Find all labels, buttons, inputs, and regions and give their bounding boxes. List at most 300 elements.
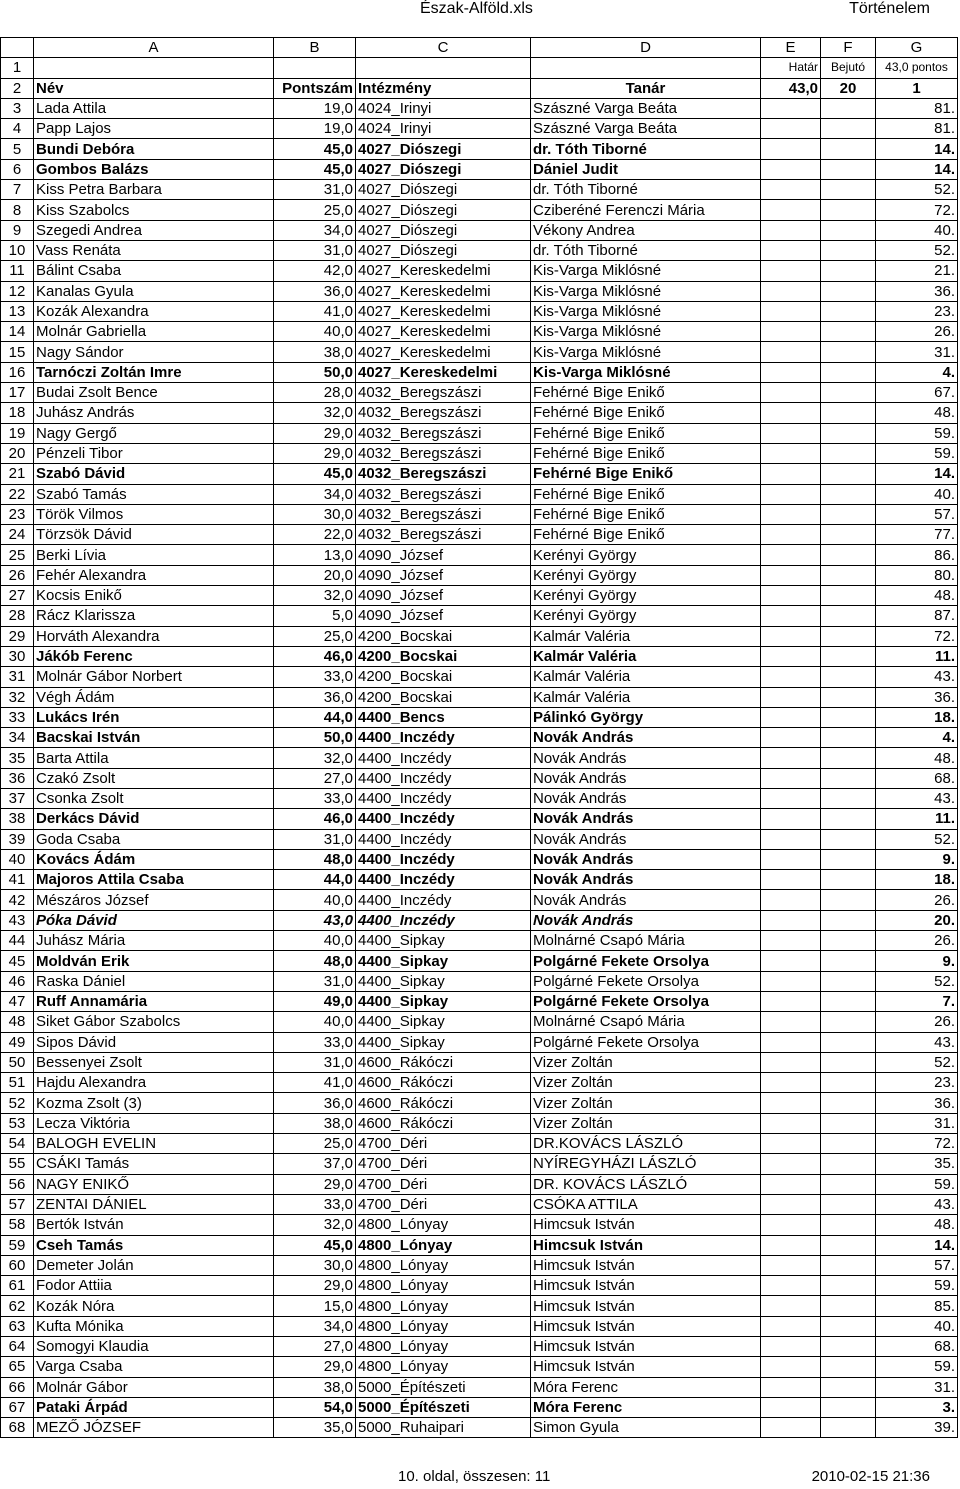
institution: 4400_Inczédy bbox=[356, 748, 531, 768]
institution: 4400_Inczédy bbox=[356, 910, 531, 930]
institution: 4400_Inczédy bbox=[356, 788, 531, 808]
score: 19,0 bbox=[274, 98, 356, 118]
cell-f bbox=[821, 1418, 876, 1438]
table-row bbox=[1, 931, 958, 951]
table-row bbox=[1, 1316, 958, 1336]
teacher: Szászné Varga Beáta bbox=[531, 98, 761, 118]
row-number: 34 bbox=[1, 728, 34, 748]
student-name: Papp Lajos bbox=[34, 119, 274, 139]
student-name: Kozma Zsolt (3) bbox=[34, 1093, 274, 1113]
cell-e bbox=[761, 1032, 821, 1052]
row-number: 1 bbox=[1, 58, 34, 78]
student-name: Kozák Nóra bbox=[34, 1296, 274, 1316]
rank: 59. bbox=[876, 1357, 958, 1377]
score: 36,0 bbox=[274, 281, 356, 301]
cell-e bbox=[761, 443, 821, 463]
score: 29,0 bbox=[274, 423, 356, 443]
teacher: Móra Ferenc bbox=[531, 1397, 761, 1417]
institution: 4700_Déri bbox=[356, 1134, 531, 1154]
row-number: 55 bbox=[1, 1154, 34, 1174]
hatar-label: Határ bbox=[761, 58, 821, 78]
row-number: 13 bbox=[1, 301, 34, 321]
institution: 4027_Kereskedelmi bbox=[356, 322, 531, 342]
score: 44,0 bbox=[274, 707, 356, 727]
institution: 4700_Déri bbox=[356, 1194, 531, 1214]
teacher: Vizer Zoltán bbox=[531, 1093, 761, 1113]
row-number: 14 bbox=[1, 322, 34, 342]
table-row bbox=[1, 1337, 958, 1357]
teacher: Vizer Zoltán bbox=[531, 1052, 761, 1072]
row-number: 18 bbox=[1, 403, 34, 423]
teacher: DR. KOVÁCS LÁSZLÓ bbox=[531, 1174, 761, 1194]
score: 31,0 bbox=[274, 1052, 356, 1072]
teacher: Kis-Varga Miklósné bbox=[531, 322, 761, 342]
table-row bbox=[1, 646, 958, 666]
cell-e bbox=[761, 788, 821, 808]
student-name: ZENTAI DÁNIEL bbox=[34, 1194, 274, 1214]
institution: 4600_Rákóczi bbox=[356, 1052, 531, 1072]
row-number: 30 bbox=[1, 646, 34, 666]
row-number: 49 bbox=[1, 1032, 34, 1052]
score: 27,0 bbox=[274, 1337, 356, 1357]
rank: 43. bbox=[876, 788, 958, 808]
student-name: Barta Attila bbox=[34, 748, 274, 768]
row-number: 44 bbox=[1, 931, 34, 951]
rank: 52. bbox=[876, 240, 958, 260]
institution: 4024_Irinyi bbox=[356, 119, 531, 139]
rank: 14. bbox=[876, 464, 958, 484]
institution: 4800_Lónyay bbox=[356, 1235, 531, 1255]
cell bbox=[356, 58, 531, 78]
cell-f bbox=[821, 1296, 876, 1316]
rank: 9. bbox=[876, 849, 958, 869]
row-number: 46 bbox=[1, 971, 34, 991]
row-number: 3 bbox=[1, 98, 34, 118]
table-row bbox=[1, 606, 958, 626]
teacher: DR.KOVÁCS LÁSZLÓ bbox=[531, 1134, 761, 1154]
row-number: 39 bbox=[1, 829, 34, 849]
cell-f bbox=[821, 383, 876, 403]
cell-e bbox=[761, 687, 821, 707]
institution: 4200_Bocskai bbox=[356, 626, 531, 646]
rank: 68. bbox=[876, 768, 958, 788]
score: 28,0 bbox=[274, 383, 356, 403]
student-name: Demeter Jolán bbox=[34, 1255, 274, 1275]
score: 29,0 bbox=[274, 1357, 356, 1377]
rank: 36. bbox=[876, 281, 958, 301]
student-name: Majoros Attila Csaba bbox=[34, 870, 274, 890]
cell-e bbox=[761, 910, 821, 930]
table-row bbox=[1, 910, 958, 930]
teacher: Cziberéné Ferenczi Mária bbox=[531, 200, 761, 220]
institution: 4090_József bbox=[356, 586, 531, 606]
row-number: 58 bbox=[1, 1215, 34, 1235]
institution: 4400_Sipkay bbox=[356, 991, 531, 1011]
score: 44,0 bbox=[274, 870, 356, 890]
score: 30,0 bbox=[274, 1255, 356, 1275]
cell-e bbox=[761, 484, 821, 504]
rank: 59. bbox=[876, 443, 958, 463]
score: 29,0 bbox=[274, 443, 356, 463]
table-row bbox=[1, 748, 958, 768]
student-name: Derkács Dávid bbox=[34, 809, 274, 829]
rank: 72. bbox=[876, 626, 958, 646]
cell-e bbox=[761, 1073, 821, 1093]
cell-f bbox=[821, 362, 876, 382]
table-row bbox=[1, 1154, 958, 1174]
row-number: 53 bbox=[1, 1113, 34, 1133]
score: 49,0 bbox=[274, 991, 356, 1011]
table-row bbox=[1, 545, 958, 565]
student-name: MEZŐ JÓZSEF bbox=[34, 1418, 274, 1438]
rank: 31. bbox=[876, 1113, 958, 1133]
row-number: 42 bbox=[1, 890, 34, 910]
teacher: Kerényi György bbox=[531, 565, 761, 585]
cell-e bbox=[761, 362, 821, 382]
institution: 4800_Lónyay bbox=[356, 1296, 531, 1316]
teacher: Simon Gyula bbox=[531, 1418, 761, 1438]
cell-f bbox=[821, 1134, 876, 1154]
cell-f bbox=[821, 1316, 876, 1336]
row-number: 27 bbox=[1, 586, 34, 606]
institution: 4027_Kereskedelmi bbox=[356, 362, 531, 382]
score: 30,0 bbox=[274, 504, 356, 524]
rank: 20. bbox=[876, 910, 958, 930]
cell-f bbox=[821, 1174, 876, 1194]
row-number: 7 bbox=[1, 180, 34, 200]
institution: 4600_Rákóczi bbox=[356, 1093, 531, 1113]
cell-e bbox=[761, 159, 821, 179]
student-name: Nagy Gergő bbox=[34, 423, 274, 443]
student-name: Somogyi Klaudia bbox=[34, 1337, 274, 1357]
cell-f bbox=[821, 322, 876, 342]
page-indicator: 10. oldal, összesen: 11 bbox=[398, 1468, 551, 1485]
table-row bbox=[1, 139, 958, 159]
institution: 4200_Bocskai bbox=[356, 646, 531, 666]
teacher: Himcsuk István bbox=[531, 1316, 761, 1336]
score: 32,0 bbox=[274, 403, 356, 423]
teacher: Novák András bbox=[531, 788, 761, 808]
teacher: Polgárné Fekete Orsolya bbox=[531, 971, 761, 991]
institution: 4090_József bbox=[356, 606, 531, 626]
student-name: Lada Attila bbox=[34, 98, 274, 118]
row-number: 12 bbox=[1, 281, 34, 301]
score: 45,0 bbox=[274, 464, 356, 484]
cell-f bbox=[821, 443, 876, 463]
institution: 4027_Diószegi bbox=[356, 240, 531, 260]
cell bbox=[274, 58, 356, 78]
table-row bbox=[1, 788, 958, 808]
col-letter: A bbox=[34, 38, 274, 58]
score: 40,0 bbox=[274, 1012, 356, 1032]
table-row bbox=[1, 1174, 958, 1194]
cell-e bbox=[761, 240, 821, 260]
teacher: Novák András bbox=[531, 870, 761, 890]
institution: 4032_Beregszászi bbox=[356, 504, 531, 524]
cell-e bbox=[761, 646, 821, 666]
cell-e bbox=[761, 748, 821, 768]
institution: 4200_Bocskai bbox=[356, 687, 531, 707]
cell-e bbox=[761, 139, 821, 159]
cell-f bbox=[821, 809, 876, 829]
teacher: Pálinkó György bbox=[531, 707, 761, 727]
score: 34,0 bbox=[274, 484, 356, 504]
table-row bbox=[1, 870, 958, 890]
cell-f bbox=[821, 504, 876, 524]
cell-f bbox=[821, 667, 876, 687]
institution: 4700_Déri bbox=[356, 1174, 531, 1194]
score: 31,0 bbox=[274, 240, 356, 260]
row-number: 40 bbox=[1, 849, 34, 869]
cell-f bbox=[821, 1215, 876, 1235]
cell-f bbox=[821, 1052, 876, 1072]
print-datetime: 2010-02-15 21:36 bbox=[811, 1468, 930, 1485]
score: 36,0 bbox=[274, 1093, 356, 1113]
row-number: 63 bbox=[1, 1316, 34, 1336]
table-row bbox=[1, 1194, 958, 1214]
row-number: 11 bbox=[1, 261, 34, 281]
rank: 40. bbox=[876, 220, 958, 240]
cell-e bbox=[761, 342, 821, 362]
teacher: Móra Ferenc bbox=[531, 1377, 761, 1397]
table-row bbox=[1, 687, 958, 707]
score: 36,0 bbox=[274, 687, 356, 707]
cell-f bbox=[821, 991, 876, 1011]
cell-e bbox=[761, 403, 821, 423]
cell-e bbox=[761, 606, 821, 626]
cell-f bbox=[821, 849, 876, 869]
teacher: Kalmár Valéria bbox=[531, 626, 761, 646]
institution: 4027_Diószegi bbox=[356, 200, 531, 220]
cell-f bbox=[821, 586, 876, 606]
score: 35,0 bbox=[274, 1418, 356, 1438]
table-row bbox=[1, 443, 958, 463]
institution: 4400_Sipkay bbox=[356, 951, 531, 971]
student-name: Mészáros József bbox=[34, 890, 274, 910]
student-name: Varga Csaba bbox=[34, 1357, 274, 1377]
row-number: 51 bbox=[1, 1073, 34, 1093]
institution: 4200_Bocskai bbox=[356, 667, 531, 687]
table-row bbox=[1, 971, 958, 991]
cell-e bbox=[761, 200, 821, 220]
table-row bbox=[1, 281, 958, 301]
score: 32,0 bbox=[274, 748, 356, 768]
table-row bbox=[1, 220, 958, 240]
rank: 48. bbox=[876, 403, 958, 423]
score: 22,0 bbox=[274, 525, 356, 545]
table-row bbox=[1, 159, 958, 179]
teacher: Kis-Varga Miklósné bbox=[531, 301, 761, 321]
teacher: CSÓKA ATTILA bbox=[531, 1194, 761, 1214]
table-row bbox=[1, 322, 958, 342]
row-number: 35 bbox=[1, 748, 34, 768]
row-number: 33 bbox=[1, 707, 34, 727]
teacher: Fehérné Bige Enikő bbox=[531, 443, 761, 463]
row-number: 6 bbox=[1, 159, 34, 179]
institution: 4032_Beregszászi bbox=[356, 383, 531, 403]
student-name: Kufta Mónika bbox=[34, 1316, 274, 1336]
cell-e bbox=[761, 1418, 821, 1438]
cell-f bbox=[821, 200, 876, 220]
cell-f bbox=[821, 931, 876, 951]
student-name: Kiss Szabolcs bbox=[34, 200, 274, 220]
rank: 52. bbox=[876, 180, 958, 200]
teacher: Szászné Varga Beáta bbox=[531, 119, 761, 139]
institution: 4090_József bbox=[356, 545, 531, 565]
cell-f bbox=[821, 829, 876, 849]
table-row bbox=[1, 1296, 958, 1316]
table-row bbox=[1, 565, 958, 585]
institution: 4400_Inczédy bbox=[356, 768, 531, 788]
rank: 4. bbox=[876, 362, 958, 382]
cell-e bbox=[761, 991, 821, 1011]
score: 15,0 bbox=[274, 1296, 356, 1316]
cell-e bbox=[761, 1113, 821, 1133]
rank: 52. bbox=[876, 971, 958, 991]
teacher: Kis-Varga Miklósné bbox=[531, 362, 761, 382]
institution: 4400_Sipkay bbox=[356, 1012, 531, 1032]
row-number: 68 bbox=[1, 1418, 34, 1438]
score: 20,0 bbox=[274, 565, 356, 585]
student-name: Lecza Viktória bbox=[34, 1113, 274, 1133]
cell-f bbox=[821, 870, 876, 890]
student-name: Horváth Alexandra bbox=[34, 626, 274, 646]
student-name: Moldván Erik bbox=[34, 951, 274, 971]
cell-f bbox=[821, 728, 876, 748]
header-score: Pontszám bbox=[274, 78, 356, 98]
cell-f bbox=[821, 1337, 876, 1357]
rank: 72. bbox=[876, 200, 958, 220]
cell-f bbox=[821, 890, 876, 910]
student-name: Nagy Sándor bbox=[34, 342, 274, 362]
cell-f bbox=[821, 1397, 876, 1417]
cell-f bbox=[821, 1154, 876, 1174]
cell-e bbox=[761, 1194, 821, 1214]
institution: 4027_Diószegi bbox=[356, 220, 531, 240]
teacher: Novák András bbox=[531, 748, 761, 768]
student-name: Szegedi Andrea bbox=[34, 220, 274, 240]
rank: 14. bbox=[876, 1235, 958, 1255]
teacher: Himcsuk István bbox=[531, 1276, 761, 1296]
cell-e bbox=[761, 971, 821, 991]
institution: 4032_Beregszászi bbox=[356, 484, 531, 504]
teacher: Novák András bbox=[531, 910, 761, 930]
score: 25,0 bbox=[274, 200, 356, 220]
cell-e bbox=[761, 1134, 821, 1154]
rank: 26. bbox=[876, 890, 958, 910]
student-name: Törzsök Dávid bbox=[34, 525, 274, 545]
student-name: Sipos Dávid bbox=[34, 1032, 274, 1052]
table-row bbox=[1, 1357, 958, 1377]
institution: 5000_Építészeti bbox=[356, 1377, 531, 1397]
student-name: Pataki Árpád bbox=[34, 1397, 274, 1417]
institution: 4600_Rákóczi bbox=[356, 1073, 531, 1093]
cell-f bbox=[821, 342, 876, 362]
score: 33,0 bbox=[274, 788, 356, 808]
cell-f bbox=[821, 768, 876, 788]
table-row bbox=[1, 200, 958, 220]
score: 41,0 bbox=[274, 1073, 356, 1093]
header-name: Név bbox=[34, 78, 274, 98]
cell bbox=[34, 58, 274, 78]
student-name: Siket Gábor Szabolcs bbox=[34, 1012, 274, 1032]
cell-f bbox=[821, 1194, 876, 1214]
teacher: Fehérné Bige Enikő bbox=[531, 464, 761, 484]
table-row bbox=[1, 1073, 958, 1093]
cell-f bbox=[821, 98, 876, 118]
student-name: Török Vilmos bbox=[34, 504, 274, 524]
teacher: Fehérné Bige Enikő bbox=[531, 403, 761, 423]
rank: 36. bbox=[876, 687, 958, 707]
cell-f bbox=[821, 1255, 876, 1275]
institution: 4032_Beregszászi bbox=[356, 443, 531, 463]
rank: 23. bbox=[876, 301, 958, 321]
institution: 4400_Sipkay bbox=[356, 1032, 531, 1052]
cell-e bbox=[761, 626, 821, 646]
table-row bbox=[1, 525, 958, 545]
row-number: 21 bbox=[1, 464, 34, 484]
teacher: Molnárné Csapó Mária bbox=[531, 931, 761, 951]
cell-e bbox=[761, 180, 821, 200]
rank: 81. bbox=[876, 98, 958, 118]
table-row bbox=[1, 403, 958, 423]
column-letters-row bbox=[1, 38, 958, 58]
rank: 43. bbox=[876, 667, 958, 687]
table-row bbox=[1, 626, 958, 646]
table-row bbox=[1, 383, 958, 403]
rank: 87. bbox=[876, 606, 958, 626]
student-name: Goda Csaba bbox=[34, 829, 274, 849]
rank: 18. bbox=[876, 707, 958, 727]
rank: 21. bbox=[876, 261, 958, 281]
student-name: Vass Renáta bbox=[34, 240, 274, 260]
cell-e bbox=[761, 1357, 821, 1377]
cell-f bbox=[821, 220, 876, 240]
row-number: 65 bbox=[1, 1357, 34, 1377]
header-row bbox=[1, 78, 958, 98]
student-name: Hajdu Alexandra bbox=[34, 1073, 274, 1093]
student-name: Berki Lívia bbox=[34, 545, 274, 565]
institution: 4400_Inczédy bbox=[356, 890, 531, 910]
student-name: Bertók István bbox=[34, 1215, 274, 1235]
row-number: 20 bbox=[1, 443, 34, 463]
score: 46,0 bbox=[274, 646, 356, 666]
score: 31,0 bbox=[274, 180, 356, 200]
cell-e bbox=[761, 707, 821, 727]
student-name: Cseh Tamás bbox=[34, 1235, 274, 1255]
teacher: Fehérné Bige Enikő bbox=[531, 484, 761, 504]
row-number: 5 bbox=[1, 139, 34, 159]
institution: 4400_Inczédy bbox=[356, 728, 531, 748]
student-name: Póka Dávid bbox=[34, 910, 274, 930]
student-name: Raska Dániel bbox=[34, 971, 274, 991]
score: 13,0 bbox=[274, 545, 356, 565]
rank: 48. bbox=[876, 586, 958, 606]
cell-f bbox=[821, 1032, 876, 1052]
rank: 11. bbox=[876, 809, 958, 829]
student-name: Bessenyei Zsolt bbox=[34, 1052, 274, 1072]
student-name: Kiss Petra Barbara bbox=[34, 180, 274, 200]
pontos-label: 43,0 pontos bbox=[876, 58, 958, 78]
rank: 48. bbox=[876, 748, 958, 768]
score: 45,0 bbox=[274, 139, 356, 159]
cell-e bbox=[761, 1397, 821, 1417]
table-row bbox=[1, 809, 958, 829]
cell-f bbox=[821, 1357, 876, 1377]
institution: 4027_Kereskedelmi bbox=[356, 301, 531, 321]
row-number: 32 bbox=[1, 687, 34, 707]
cell-e bbox=[761, 728, 821, 748]
